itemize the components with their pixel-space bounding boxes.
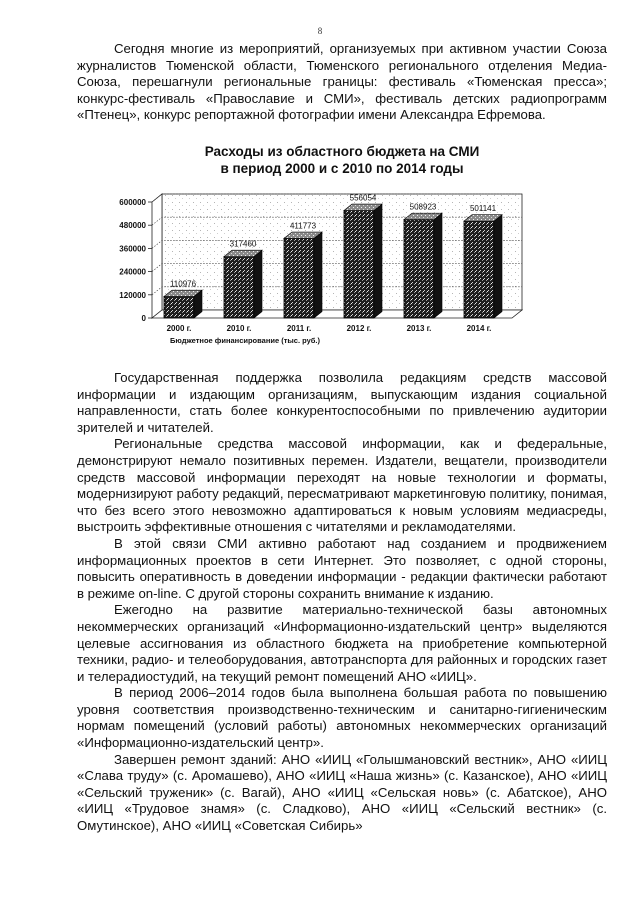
chart-y-tick-label: 480000 (119, 221, 146, 231)
chart-bar (224, 250, 262, 318)
chart-x-axis-title: Бюджетное финансирование (тыс. руб.) (170, 336, 320, 345)
chart-bar-value-label: 110976 (169, 279, 197, 289)
chart-bar-side (254, 250, 262, 318)
chart-y-tick-label: 240000 (119, 267, 146, 277)
chart-bar-front (224, 257, 254, 318)
chart-bar-front (464, 221, 494, 318)
intro-paragraph: Сегодня многие из мероприятий, организуемых при активном участии Союза журналистов Тюменской области, Тюменского регионального отделения Медиа-Союза, перешагнули региональные границы: фестиваль «Тюменская пресса»; конкурс-фестиваль «Православие и СМИ», фестиваль детских радиопрограмм «Птенец», конкурс репортажной фотографии имени Александра Ефремова. (77, 41, 607, 123)
chart-y-tick-label: 600000 (119, 198, 146, 207)
intro-text (77, 41, 607, 124)
chart-y-ticks (119, 198, 152, 323)
chart-bar (164, 290, 202, 318)
body-text (77, 370, 607, 835)
body-paragraph-6: Завершен ремонт зданий: АНО «ИИЦ «Голышмановский вестник», АНО «ИИЦ «Слава труду» (с. Аромашево), АНО «ИИЦ «Наша жизнь» (с. Казанское), АНО «ИИЦ «Сельский труженик» (с. Вагай), АНО «ИИЦ «Сельская новь» (с. Абатское), АНО «ИИЦ «Трудовое знамя» (с. Сладково), АНО «ИИЦ «Сельский вестник» (с. Омутинское), АНО «ИИЦ «Советская Сибирь» (77, 751, 607, 834)
chart-x-category-label: 2010 г. (226, 324, 252, 333)
chart-bar-value-label: 317460 (229, 239, 257, 249)
page-number: 8 (317, 26, 323, 36)
chart-bar-side (434, 213, 442, 318)
chart-bar (404, 213, 442, 318)
body-paragraph-3: В этой связи СМИ активно работают над созданием и продвижением информационных проектов в сети Интернет. Это позволяет, с одной стороны, повысить оперативность в доведении информации - редакции фактически работают в режиме on-line. С другой стороны сохранить внимание к изданию. (77, 535, 607, 601)
chart-x-category-label: 2012 г. (346, 324, 372, 333)
chart-side-wall (152, 194, 162, 318)
chart-y-tick-label: 0 (141, 314, 146, 323)
chart-bar-side (314, 232, 322, 318)
chart-bar-value-label: 411773 (289, 221, 317, 231)
chart-bar-side (374, 204, 382, 318)
chart-bar-side (494, 215, 502, 318)
chart-bar-front (284, 238, 314, 318)
chart-y-tick-label: 120000 (119, 290, 146, 300)
chart-bar-value-label: 501141 (469, 204, 497, 214)
body-paragraph-4: Ежегодно на развитие материально-технической базы автономных некоммерческих организаций «Информационно-издательский центр» выделяются целевые ассигнования из областного бюджета на приобретение компьютерной техники, радио- и телеоборудования, автотранспорта для районных и городских газет и телерадиостудий, на текущий ремонт помещений АНО «ИИЦ». (77, 602, 607, 684)
chart-bar (344, 204, 382, 318)
body-paragraph-2: Региональные средства массовой информации, как и федеральные, демонстрируют немало позитивных перемен. Издатели, вещатели, производители средств массовой информации переходят на новые технологии и форматы, модернизируют работу редакций, пересматривают маркетинговую политику, понимая, что без всего этого невозможно адаптироваться к новым условиям медиасреды, выстроить эффективные отношения с читателями и рекламодателями. (77, 436, 607, 535)
chart-bar-front (344, 210, 374, 318)
body-paragraph-5: В период 2006–2014 годов была выполнена большая работа по повышению уровня соответствия производственно-техническим и санитарно-гигиеническим нормам помещений (условий работы) автономных некоммерческих организаций «Информационно-издательский центр». (77, 685, 607, 751)
body-paragraph-1: Государственная поддержка позволила редакциям средств массовой информации и издающим организациям, выпускающим издания социальной направленности, стать более конкурентоспособными по привлечению аудитории зрителей и читателей. (77, 370, 607, 435)
chart-x-categories (167, 324, 492, 333)
chart-x-category-label: 2000 г. (166, 324, 192, 333)
chart-x-category-label: 2014 г. (466, 324, 492, 333)
chart-bar-front (164, 297, 194, 318)
chart-bar-value-label: 556054 (349, 193, 377, 203)
chart-title (77, 143, 607, 177)
chart-bar (464, 215, 502, 318)
chart-x-category-label: 2013 г. (406, 324, 432, 333)
chart-x-category-label: 2011 г. (286, 324, 312, 333)
chart-title-line-2: в период 2000 и с 2010 по 2014 годы (220, 161, 464, 176)
chart-y-tick-label: 360000 (119, 244, 146, 254)
chart-bar-value-label: 508923 (409, 202, 437, 212)
chart-title-line-1: Расходы из областного бюджета на СМИ (204, 144, 480, 159)
budget-bar-chart (100, 178, 530, 350)
chart-bar (284, 232, 322, 318)
chart-bar-front (404, 220, 434, 318)
